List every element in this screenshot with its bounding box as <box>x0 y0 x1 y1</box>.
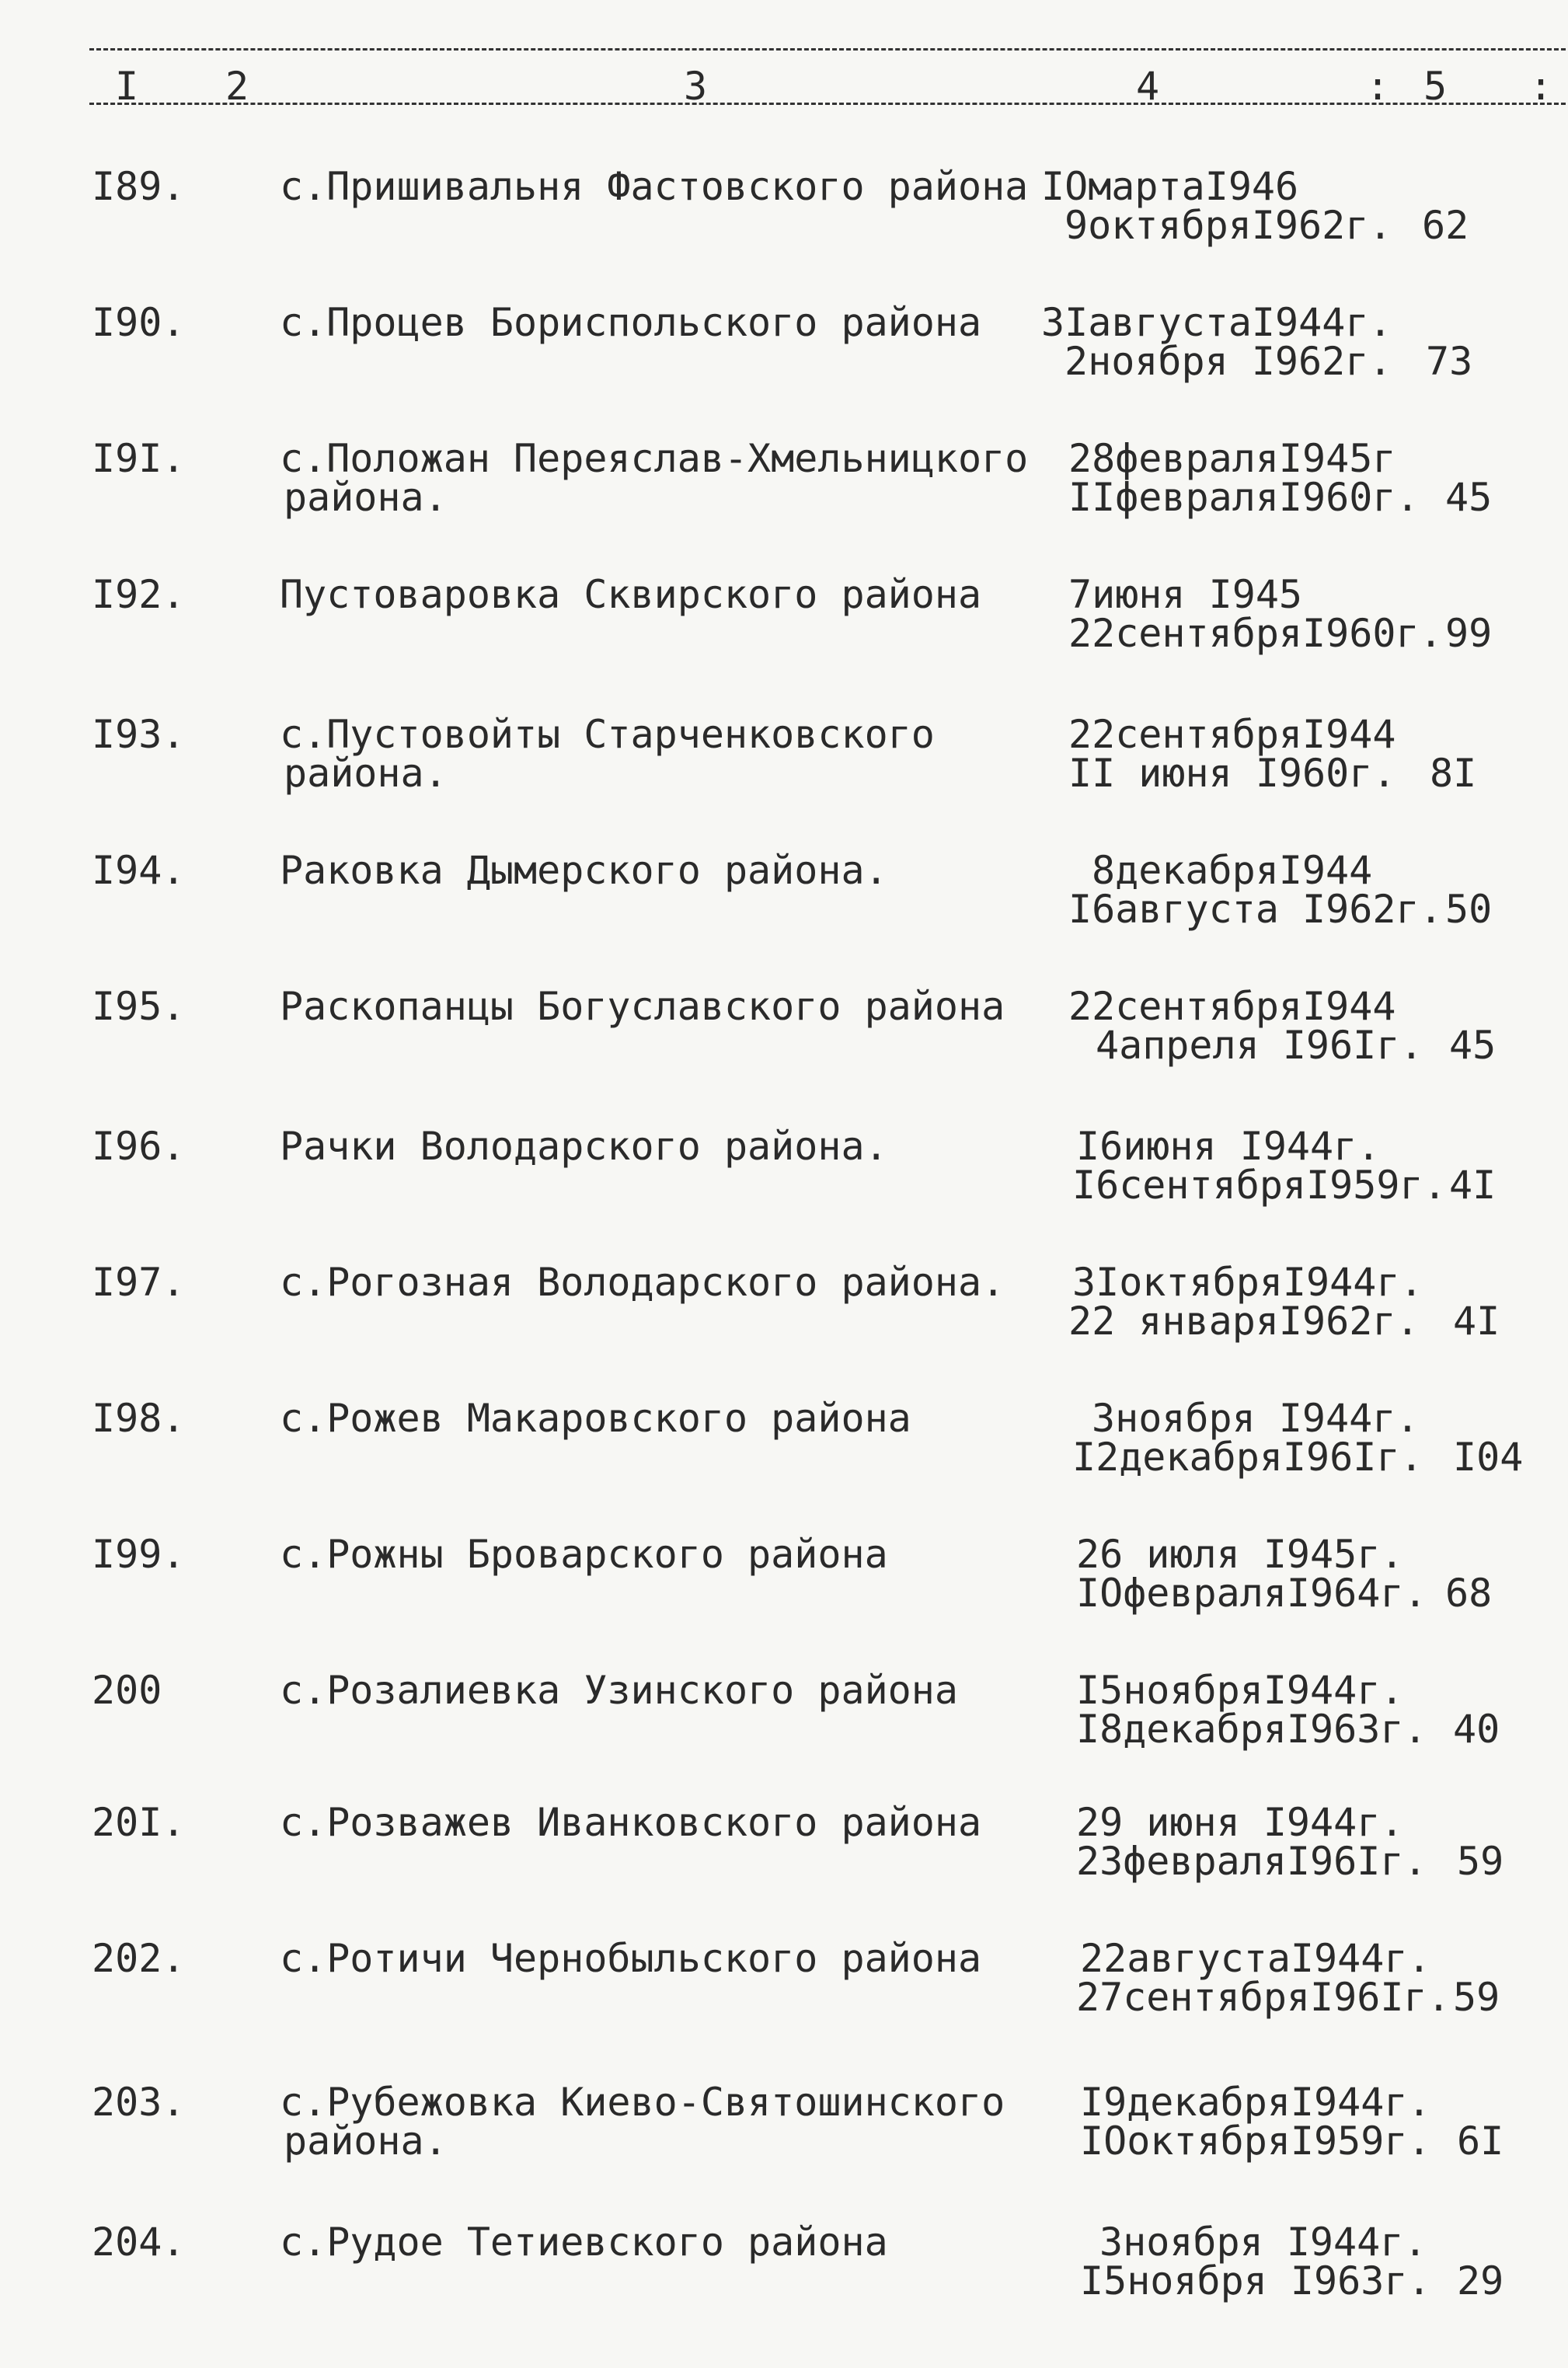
item-title: Пустоваровка Сквирского района <box>280 572 982 617</box>
item-number: I92. <box>92 572 186 617</box>
sheet-count: 68 <box>1445 1571 1493 1616</box>
item-title: Рачки Володарского района. <box>280 1124 888 1169</box>
date-start: 26 июля I945г. <box>1076 1532 1404 1577</box>
item-number: I93. <box>92 712 186 757</box>
item-number: 20I. <box>92 1800 186 1845</box>
list-item <box>0 848 1568 983</box>
date-start: 22сентябряI944 <box>1068 984 1396 1029</box>
item-number: 204. <box>92 2220 186 2265</box>
date-end: 22сентябряI960г. <box>1068 611 1443 656</box>
header-col-5: 5 <box>1423 64 1448 109</box>
item-title: с.Положан Переяслав-Хмельницкого <box>280 436 1029 481</box>
list-item <box>0 984 1568 1119</box>
item-title: Раскопанцы Богуславского района <box>280 984 1005 1029</box>
header-separator-1: : <box>1366 64 1390 109</box>
date-end: 27сентябряI96Iг. <box>1076 1975 1451 2020</box>
date-end: 4апреля I96Iг. <box>1096 1023 1423 1068</box>
date-start: 29 июня I944г. <box>1076 1800 1404 1845</box>
sheet-count: 50 <box>1445 887 1493 932</box>
header-top-rule <box>89 48 1566 51</box>
list-item <box>0 1668 1568 1803</box>
item-title: с.Пустовойты Старченковского <box>280 712 935 757</box>
list-item <box>0 712 1568 847</box>
date-end: I5ноября I963г. <box>1080 2258 1431 2303</box>
item-title-continued: района. <box>284 2119 448 2164</box>
sheet-count: 99 <box>1445 611 1493 656</box>
header-col-4: 4 <box>1136 64 1160 109</box>
header-col-3: 3 <box>684 64 708 109</box>
date-end: 9октябряI962г. <box>1064 203 1392 248</box>
date-end: I2декабряI96Iг. <box>1072 1435 1423 1480</box>
date-start: 3IавгустаI944г. <box>1041 300 1392 345</box>
date-end: I8декабряI963г. <box>1076 1707 1427 1752</box>
item-number: I99. <box>92 1532 186 1577</box>
date-start: 8декабряI944 <box>1092 848 1373 893</box>
date-end: II июня I960г. <box>1068 751 1396 796</box>
header-bottom-rule <box>89 103 1566 105</box>
list-item <box>0 1260 1568 1395</box>
header-separator-2: : <box>1529 64 1553 109</box>
sheet-count: 59 <box>1453 1975 1500 2020</box>
item-number: 200 <box>92 1668 162 1713</box>
item-title: с.Розалиевка Узинского района <box>280 1668 958 1713</box>
date-end: 23февраляI96Iг. <box>1076 1839 1427 1884</box>
item-title: с.Розважев Иванковского района <box>280 1800 982 1845</box>
list-item <box>0 572 1568 707</box>
date-start: I5ноябряI944г. <box>1076 1668 1404 1713</box>
sheet-count: I04 <box>1453 1435 1524 1480</box>
sheet-count: 59 <box>1457 1839 1504 1884</box>
date-start: 28февраляI945г <box>1068 436 1396 481</box>
item-title: с.Рожев Макаровского района <box>280 1396 911 1441</box>
list-item <box>0 2080 1568 2215</box>
date-end: 2ноября I962г. <box>1064 339 1392 384</box>
item-title: с.Рубежовка Киево-Святошинского <box>280 2080 1005 2125</box>
item-title: с.Рудое Тетиевского района <box>280 2220 888 2265</box>
item-number: 203. <box>92 2080 186 2125</box>
date-start: 3ноября I944г. <box>1092 1396 1420 1441</box>
item-title-continued: района. <box>284 475 448 520</box>
date-start: I6июня I944г. <box>1076 1124 1381 1169</box>
date-start: I9декабряI944г. <box>1080 2080 1431 2125</box>
item-number: I95. <box>92 984 186 1029</box>
sheet-count: 73 <box>1426 339 1473 384</box>
item-title-continued: района. <box>284 751 448 796</box>
sheet-count: 4I <box>1453 1299 1500 1344</box>
item-number: I90. <box>92 300 186 345</box>
list-item <box>0 1124 1568 1259</box>
sheet-count: 40 <box>1453 1707 1500 1752</box>
sheet-count: 62 <box>1422 203 1469 248</box>
date-end: I6августа I962г. <box>1068 887 1443 932</box>
date-end: IIфевраляI960г. <box>1068 475 1420 520</box>
item-number: I9I. <box>92 436 186 481</box>
item-title: с.Рожны Броварского района <box>280 1532 888 1577</box>
sheet-count: 45 <box>1449 1023 1497 1068</box>
date-end: I6сентябряI959г. <box>1072 1163 1447 1208</box>
date-end: IОоктябряI959г. <box>1080 2119 1431 2164</box>
sheet-count: 29 <box>1457 2258 1504 2303</box>
sheet-count: 8I <box>1430 751 1477 796</box>
item-number: I94. <box>92 848 186 893</box>
date-start: 22августаI944г. <box>1080 1936 1431 1981</box>
list-item <box>0 436 1568 571</box>
date-start: 3ноября I944г. <box>1099 2220 1427 2265</box>
date-end: IОфевраляI964г. <box>1076 1571 1427 1616</box>
item-number: I89. <box>92 164 186 209</box>
date-start: 3IоктябряI944г. <box>1072 1260 1423 1305</box>
item-number: I97. <box>92 1260 186 1305</box>
item-title: Раковка Дымерского района. <box>280 848 888 893</box>
date-end: 22 январяI962г. <box>1068 1299 1420 1344</box>
date-start: 7июня I945 <box>1068 572 1303 617</box>
date-start: IОмартаI946 <box>1041 164 1299 209</box>
item-number: I96. <box>92 1124 186 1169</box>
list-item <box>0 1396 1568 1531</box>
sheet-count: 45 <box>1445 475 1493 520</box>
sheet-count: 6I <box>1457 2119 1504 2164</box>
list-item <box>0 1532 1568 1667</box>
list-item <box>0 300 1568 435</box>
header-col-1: I <box>115 64 139 109</box>
item-title: с.Рогозная Володарского района. <box>280 1260 1005 1305</box>
list-item <box>0 2220 1568 2355</box>
header-col-2: 2 <box>225 64 249 109</box>
list-item <box>0 164 1568 299</box>
item-number: I98. <box>92 1396 186 1441</box>
item-title: с.Пришивальня Фастовского района <box>280 164 1029 209</box>
item-title: с.Процев Бориспольского района <box>280 300 982 345</box>
list-item <box>0 1800 1568 1935</box>
date-start: 22сентябряI944 <box>1068 712 1396 757</box>
item-title: с.Ротичи Чернобыльского района <box>280 1936 982 1981</box>
item-number: 202. <box>92 1936 186 1981</box>
sheet-count: 4I <box>1449 1163 1497 1208</box>
list-item <box>0 1936 1568 2071</box>
